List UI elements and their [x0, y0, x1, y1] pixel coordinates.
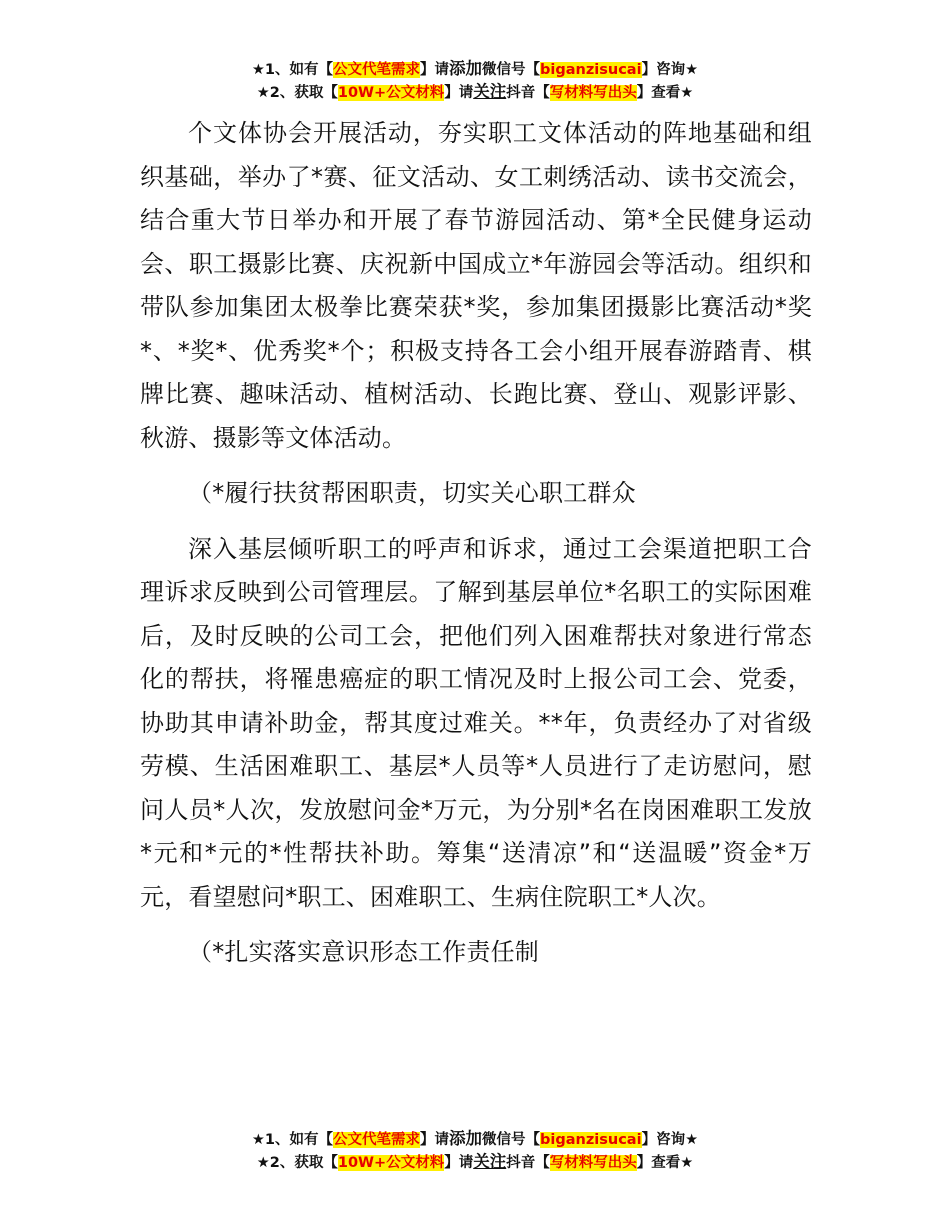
section-heading-ideology: （*扎实落实意识形态工作责任制 [188, 938, 539, 966]
banner-text: ★2、获取【 [256, 85, 338, 101]
banner-highlight-tag: 公文代笔需求 [333, 1132, 421, 1148]
banner-highlight-tag: 10W+公文材料 [337, 85, 445, 101]
banner-text: 微信号【 [482, 62, 541, 78]
banner-emphasis: 添加 [449, 59, 483, 78]
banner-text: 抖音【 [506, 1155, 550, 1171]
banner-highlight-wechat-id: biganzisucai [540, 1132, 642, 1148]
section-heading-poverty-relief: （*履行扶贫帮困职责，切实关心职工群众 [188, 479, 636, 507]
banner-emphasis: 关注 [473, 82, 507, 101]
banner-text: ★1、如有【 [251, 62, 334, 78]
header-banner-line-1 [0, 58, 950, 81]
banner-text: 】咨询★ [641, 1132, 699, 1148]
body-paragraph-2: 深入基层倾听职工的呼声和诉求，通过工会渠道把职工合理诉求反映到公司管理层。了解到基层单位*名职工的实际困难后，及时反映的公司工会，把他们列入困难帮扶对象进行常态化的帮扶，将罹患癌症的职工情况及时上报公司工会、党委，协助其申请补助金，帮其度过难关。**年，负责经办了对省级劳模、生活困难职工、基层*人员等*人员进行了走访慰问，慰问人员*人次，发放慰问金*万元，为分别*名在岗困难职工发放*元和*元的*性帮扶补助。筹集“送清凉”和“送温暖”资金*万元，看望慰问*职工、困难职工、生病住院职工*人次。 [140, 534, 812, 911]
banner-highlight-douyin: 写材料写出头 [549, 85, 637, 101]
banner-text: ★1、如有【 [251, 1132, 334, 1148]
banner-text: ★2、获取【 [256, 1155, 338, 1171]
banner-highlight-tag: 10W+公文材料 [337, 1155, 445, 1171]
document-body [140, 112, 812, 975]
banner-text: 】查看★ [636, 1155, 694, 1171]
banner-emphasis: 添加 [449, 1129, 483, 1148]
header-banner [0, 58, 950, 104]
header-banner-line-2 [0, 81, 950, 104]
banner-text: 】请 [420, 62, 450, 78]
banner-text: 微信号【 [482, 1132, 541, 1148]
footer-banner-line-1 [0, 1128, 950, 1151]
banner-text: 】咨询★ [641, 62, 699, 78]
banner-text: 】查看★ [636, 85, 694, 101]
footer-banner-line-2 [0, 1151, 950, 1174]
body-paragraph-1: 个文体协会开展活动，夯实职工文体活动的阵地基础和组织基础，举办了*赛、征文活动、女工刺绣活动、读书交流会，结合重大节日举办和开展了春节游园活动、第*全民健身运动会、职工摄影比赛、庆祝新中国成立*年游园会等活动。组织和带队参加集团太极拳比赛荣获*奖，参加集团摄影比赛活动*奖*、*奖*、优秀奖*个；积极支持各工会小组开展春游踏青、棋牌比赛、趣味活动、植树活动、长跑比赛、登山、观影评影、秋游、摄影等文体活动。 [140, 119, 812, 452]
banner-text: 】请 [420, 1132, 450, 1148]
banner-highlight-tag: 公文代笔需求 [333, 62, 421, 78]
banner-emphasis: 关注 [473, 1152, 507, 1171]
banner-highlight-douyin: 写材料写出头 [549, 1155, 637, 1171]
banner-highlight-wechat-id: biganzisucai [540, 62, 642, 78]
banner-text: 】请 [444, 1155, 474, 1171]
footer-banner [0, 1128, 950, 1174]
banner-text: 抖音【 [506, 85, 550, 101]
banner-text: 】请 [444, 85, 474, 101]
